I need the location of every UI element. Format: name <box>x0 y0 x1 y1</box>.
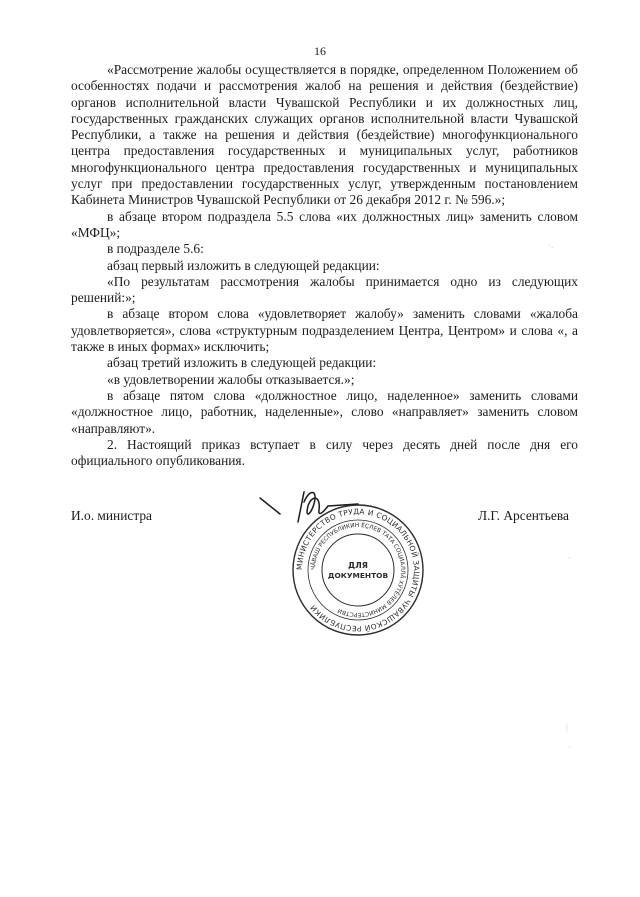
paragraph-complaint-procedure: «Рассмотрение жалобы осуществляется в порядке, определенном Положением об особенностях подачи и рассмотрения жалоб на решения и действия (бездействие) органов исполнительной власти Чувашской Республики и их должностных лиц, государственных гражданских служащих органов исполнительной власти Чувашской Республики, а также на решения и действия (бездействие) многофункционального центра предоставления государственных и муниципальных услуг, работников многофункционального центра предоставления государственных и муниципальных услуг при предоставлении государственных услуг, утвержденным постановлением Кабинета Министров Чувашской Республики от 26 декабря 2012 г. № 596.»; <box>71 62 578 208</box>
official-stamp <box>290 502 426 638</box>
page-number: 16 <box>314 44 326 58</box>
paragraph-fifth-para-edit: в абзаце пятом слова «должностное лицо, наделенное» заменить словами «должностное лицо, работник, наделенные», слово «направляет» заменить словом «направляют». <box>71 387 578 436</box>
stamp-inner-text: ЧĂВАШ РЕСПУБЛИКИН ĔÇЛЕВ ТАТА СОЦИАЛЛĂ ХӲТĔЛЕВ МИНИСТЕРСТВИ <box>310 522 406 618</box>
paragraph-refusal-text: «в удовлетворении жалобы отказывается.»; <box>107 371 355 387</box>
scan-speck: | <box>566 722 568 732</box>
stamp-center-line-2: ДОКУМЕНТОВ <box>327 571 389 580</box>
paragraph-third-para-edit: абзац третий изложить в следующей редакции: <box>107 355 377 371</box>
document-body <box>71 62 578 469</box>
paragraph-first-para-edit: абзац первый изложить в следующей редакции: <box>107 257 380 273</box>
paragraph-section-5-5: в абзаце втором подраздела 5.5 слова «их должностных лиц» заменить словом «МФЦ»; <box>71 208 578 240</box>
scan-speck: ·. <box>548 240 554 250</box>
signatory-name: Л.Г. Арсентьева <box>478 508 569 523</box>
stamp-outer-text: МИНИСТЕРСТВО ТРУДА И СОЦИАЛЬНОЙ ЗАЩИТЫ ЧУВАШСКОЙ РЕСПУБЛИКИ <box>294 506 422 634</box>
paragraph-effective-date: 2. Настоящий приказ вступает в силу через десять дней после дня его официального опубликования. <box>71 436 578 469</box>
scan-speck: · <box>568 553 571 563</box>
signatory-title: И.о. министра <box>71 508 152 523</box>
paragraph-second-para-edit: в абзаце втором слова «удовлетворяет жалобу» заменить словами «жалоба удовлетворяется», слова «структурным подразделением Центра, Центром» и слова «, а также в иных формах» исключить; <box>71 306 578 355</box>
stamp-center-line-1: ДЛЯ <box>348 561 368 570</box>
paragraph-decision-text: «По результатам рассмотрения жалобы принимается одно из следующих решений:»; <box>71 273 578 306</box>
paragraph-section-5-6: в подразделе 5.6: <box>107 241 204 257</box>
scan-speck: · <box>568 742 571 752</box>
